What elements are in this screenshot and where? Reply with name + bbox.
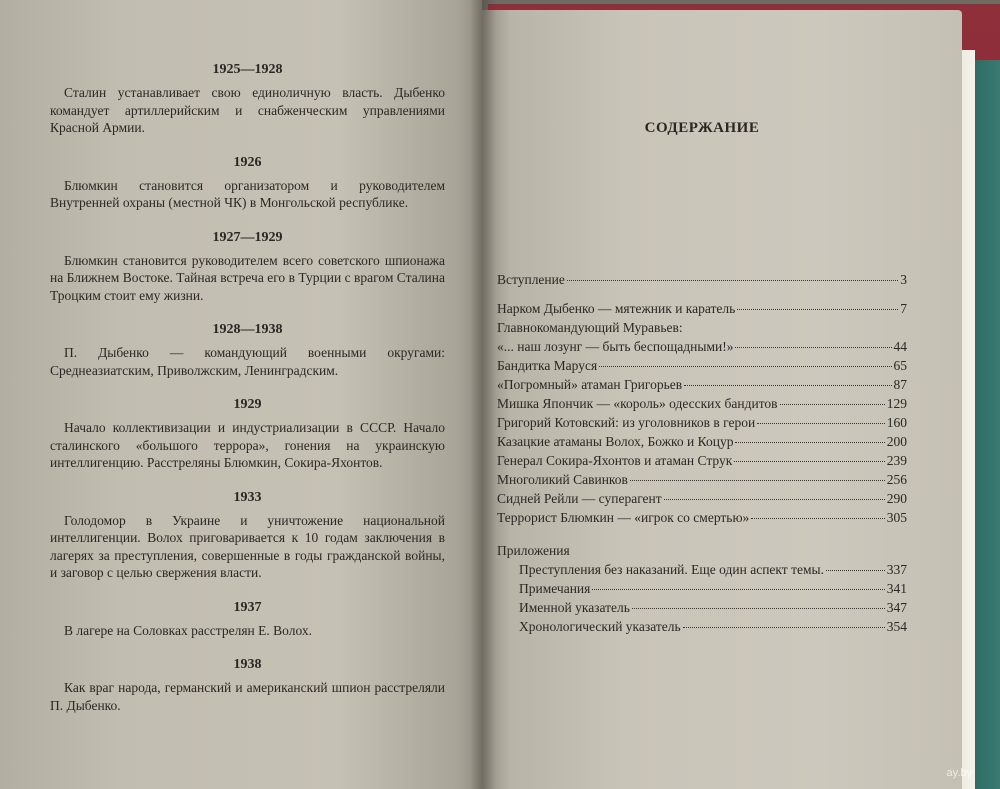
chronology-text: Голодомор в Украине и уничтожение национальной интеллигенции. Волох приговаривается к 10 годам заключения в лагерях за преступления, совершенные в годы гражданской войны, и заговор с целью свержения власти. bbox=[50, 512, 445, 580]
chronology-text: Как враг народа, германский и американский шпион расстреляли П. Дыбенко. bbox=[50, 680, 445, 713]
toc-page-number: 256 bbox=[886, 472, 907, 487]
toc-row bbox=[497, 451, 907, 470]
toc-row bbox=[497, 560, 907, 579]
toc-leader bbox=[735, 347, 891, 348]
toc-leader bbox=[757, 423, 885, 424]
toc-page-number: 305 bbox=[886, 510, 907, 525]
toc-entry-title: Казацкие атаманы Волох, Божко и Коцур bbox=[497, 434, 734, 449]
toc-page-number: 239 bbox=[886, 453, 907, 468]
toc-row bbox=[497, 432, 907, 451]
toc-row bbox=[497, 470, 907, 489]
chronology-year: 1927—1929 bbox=[212, 229, 283, 245]
toc-entry-title: Нарком Дыбенко — мятежник и каратель bbox=[497, 301, 736, 316]
chronology-text: П. Дыбенко — командующий военными округами: Среднеазиатским, Приволжским, Ленинградским. bbox=[50, 345, 445, 378]
chronology-text: Сталин устанавливает свою единоличную власть. Дыбенко командует артиллерийским и снабженческим управлениями Красной Армии. bbox=[50, 85, 445, 135]
toc-row bbox=[497, 598, 907, 617]
toc-row bbox=[497, 508, 907, 527]
toc-page-number: 160 bbox=[886, 415, 907, 430]
toc-appendix-heading: Приложения bbox=[497, 543, 570, 558]
toc-row bbox=[497, 270, 907, 289]
chronology-year: 1933 bbox=[233, 489, 262, 505]
toc-leader bbox=[826, 570, 885, 571]
toc-entry-title: Генерал Сокира-Яхонтов и атаман Струк bbox=[497, 453, 733, 468]
toc-page-number: 347 bbox=[886, 600, 907, 615]
chronology-year: 1937 bbox=[233, 599, 262, 615]
book-gutter bbox=[470, 0, 496, 789]
chronology-entry bbox=[50, 657, 445, 714]
toc-leader bbox=[684, 385, 891, 386]
chronology-entry bbox=[50, 322, 445, 379]
toc-leader bbox=[751, 518, 884, 519]
toc-page-number: 129 bbox=[886, 396, 907, 411]
left-page bbox=[0, 0, 482, 789]
chronology-entry bbox=[50, 490, 445, 582]
toc-row bbox=[497, 299, 907, 318]
toc-row bbox=[497, 579, 907, 598]
toc-page-number: 337 bbox=[886, 562, 907, 577]
toc-page-number: 87 bbox=[893, 377, 907, 392]
toc-leader bbox=[599, 366, 891, 367]
toc-leader bbox=[567, 280, 898, 281]
chronology-text: Начало коллективизации и индустриализации в СССР. Начало сталинского «большого террора», гонения на украинскую интеллигенцию. Расстреляны Блюмкин, Сокира-Яхонтов. bbox=[50, 420, 445, 470]
toc-page-number: 290 bbox=[886, 491, 907, 506]
chronology-year: 1929 bbox=[233, 397, 262, 412]
toc-entry-title: Главнокомандующий Муравьев: bbox=[497, 320, 683, 335]
toc-title: СОДЕРЖАНИЕ bbox=[644, 120, 760, 136]
chronology bbox=[50, 62, 445, 732]
toc-entry-title: Преступления без наказаний. Еще один аспект темы. bbox=[519, 562, 824, 577]
book-cover-edge bbox=[975, 60, 1000, 789]
toc-entry-title: Именной указатель bbox=[519, 600, 630, 615]
chronology-text: Блюмкин становится руководителем всего советского шпионажа на Ближнем Востоке. Тайная встреча его в Турции с врагом Сталина Троцким стоит ему жизни. bbox=[50, 252, 445, 303]
toc-entry-title: Мишка Япончик — «король» одесских бандитов bbox=[497, 396, 778, 411]
toc-page-number: 354 bbox=[886, 619, 907, 634]
toc-leader bbox=[737, 309, 898, 310]
toc-entry-title: Террорист Блюмкин — «игрок со смертью» bbox=[497, 510, 750, 525]
toc-page-number: 341 bbox=[886, 581, 907, 596]
watermark: ay.by bbox=[946, 767, 972, 779]
toc-leader bbox=[664, 499, 885, 500]
chronology-entry bbox=[50, 230, 445, 305]
chronology-entry bbox=[50, 155, 445, 212]
toc-leader bbox=[683, 627, 885, 628]
toc-leader bbox=[780, 404, 885, 405]
toc-entry-title: «... наш лозунг — быть беспощадными!» bbox=[497, 339, 734, 354]
toc-entry-title: «Погромный» атаман Григорьев bbox=[497, 377, 683, 392]
toc-row bbox=[497, 375, 907, 394]
toc-page-number: 44 bbox=[893, 339, 907, 354]
chronology-entry bbox=[50, 397, 445, 472]
toc-row bbox=[497, 394, 907, 413]
chronology-entry bbox=[50, 600, 445, 640]
chronology-text: В лагере на Соловках расстрелян Е. Волох. bbox=[64, 622, 313, 638]
toc-entry-title: Бандитка Маруся bbox=[497, 358, 598, 373]
toc-page-number: 200 bbox=[886, 434, 907, 449]
chronology-entry bbox=[50, 62, 445, 137]
toc-row bbox=[497, 356, 907, 375]
toc-page-number: 7 bbox=[900, 301, 907, 316]
toc-page-number: 3 bbox=[900, 272, 907, 287]
chronology-year: 1926 bbox=[233, 154, 262, 170]
toc-entry-title: Григорий Котовский: из уголовников в герои bbox=[497, 415, 756, 430]
toc-page-number: 65 bbox=[893, 358, 907, 373]
toc-row bbox=[497, 337, 907, 356]
chronology-text: Блюмкин становится организатором и руководителем Внутренней охраны (местной ЧК) в Монгольской республике. bbox=[50, 177, 445, 210]
toc-row bbox=[497, 413, 907, 432]
toc-entry-title: Вступление bbox=[497, 272, 565, 287]
toc-entry-title: Хронологический указатель bbox=[519, 619, 681, 634]
toc-leader bbox=[735, 442, 884, 443]
table-of-contents bbox=[497, 120, 907, 636]
chronology-year: 1925—1928 bbox=[212, 62, 283, 77]
chronology-year: 1928—1938 bbox=[212, 322, 283, 337]
toc-entry-title: Сидней Рейли — суперагент bbox=[497, 491, 662, 506]
toc-leader bbox=[630, 480, 885, 481]
toc-leader bbox=[734, 461, 884, 462]
toc-entry-title: Примечания bbox=[519, 581, 591, 596]
toc-entry-title: Многоликий Савинков bbox=[497, 472, 628, 487]
toc-leader bbox=[592, 589, 884, 590]
toc-row bbox=[497, 617, 907, 636]
toc-row bbox=[497, 489, 907, 508]
chronology-year: 1938 bbox=[233, 657, 262, 672]
toc-leader bbox=[632, 608, 885, 609]
